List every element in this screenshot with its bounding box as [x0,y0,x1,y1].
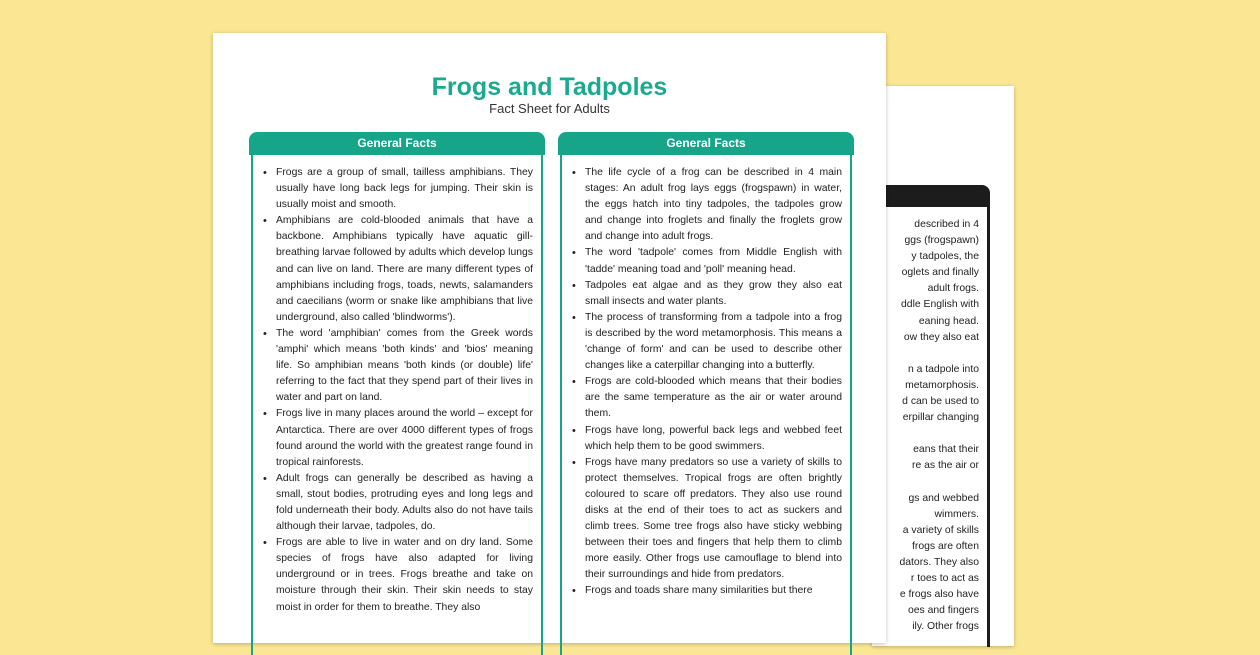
fact-item [572,423,842,455]
fact-text: The process of transforming from a tadpole into a frog is described by the word metamorphosis. This means a 'change of form' and can be used to describe other changes like a caterpillar changing into a butterfly. [585,311,842,372]
back-text-line: ily. Other frogs [912,621,979,633]
back-text-line: oglets and finally [901,267,979,279]
fact-text: Frogs are able to live in water and on dry land. Some species of frogs have also adapted for living underground or in trees. Frogs breathe and take on moisture through their skin. Their skin needs to stay moist in order for them to breathe. They also [276,537,533,613]
fact-item [572,278,842,310]
back-text-line: d can be used to [902,396,979,408]
fact-text: Frogs live in many places around the world – except for Antarctica. There are over 4000 different types of frogs found around the world with the greatest range found in tropical rainforests. [276,408,533,468]
back-text-line: ow they also eat [903,331,979,343]
back-text-line: described in 4 [914,219,979,230]
fact-item [572,165,842,245]
right-column-header: General Facts [558,132,854,155]
back-text-line: ddle English with [901,299,979,311]
fact-text: Frogs are cold-blooded which means that their bodies are the same temperature as the air or water around them. [585,376,842,420]
back-column-text [882,217,979,635]
page-subtitle: Fact Sheet for Adults [489,101,610,116]
bullet-icon: • [572,167,576,179]
back-text-line: erpillar changing [902,412,979,424]
bullet-icon: • [263,215,267,228]
fact-item [263,165,533,213]
left-column [251,155,543,655]
bullet-icon: • [263,167,267,179]
bullet-icon: • [572,311,576,324]
back-column-box [882,207,990,647]
fact-item [572,374,842,422]
bullet-icon: • [572,279,576,292]
back-text-line: frogs are often [911,540,979,552]
fact-item [263,213,533,326]
bullet-icon: • [263,408,267,421]
back-text-line: ggs (frogspawn) [904,235,979,247]
fact-text: The life cycle of a frog can be described in 4 main stages: An adult frog lays eggs (frogspawn) in water, the eggs hatch into tiny tadpoles, the tadpoles grow and change into froglets and finally the froglets grow and change into adult frogs. [585,167,842,243]
fact-text: The word 'amphibian' comes from the Greek words 'amphi' which means 'both kinds' and 'bios' meaning life. So amphibian means 'both kinds (or double) life' referring to the fact that they spend part of their lives in water and part on land. [276,327,533,404]
fact-item [572,583,842,599]
right-column [560,155,852,655]
back-text-line: eaning head. [918,315,979,327]
back-text-line [882,426,979,442]
back-text-line: dators. They also [899,556,979,568]
fact-text: Frogs have many predators so use a variety of skills to protect themselves. Tropical frogs are often brightly coloured to scare off predators. They also use round disks at the end of their toes to act as suckers and climb trees. Some tree frogs also have sticky webbing between their toes and fingers that help them to climb more easily. Other frogs use camouflage to blend into their surroundings and hide from predators. [585,456,842,581]
back-text-line: re as the air or [912,460,979,472]
fact-item [572,455,842,584]
back-text-line: a variety of skills [902,524,979,536]
bullet-icon: • [572,456,576,469]
bullet-icon: • [572,247,576,260]
back-text-line: gs and webbed [908,492,979,504]
fact-item [572,310,842,374]
front-page [213,33,886,643]
fact-item [263,326,533,406]
fact-item [263,535,533,615]
back-text-line: n a tadpole into [907,363,979,375]
bullet-icon: • [572,424,576,437]
fact-text: The word 'tadpole' comes from Middle English with 'tadde' meaning toad and 'poll' meaning head. [585,247,842,275]
fact-text: Frogs have long, powerful back legs and webbed feet which help them to be good swimmers. [585,424,842,452]
right-fact-list [562,155,850,600]
left-column-header: General Facts [249,132,545,155]
page-title: Frogs and Tadpoles [431,73,668,101]
back-text-line [882,346,979,362]
bullet-icon: • [263,472,267,485]
back-text-line: y tadpoles, the [911,251,979,263]
fact-item [263,406,533,470]
back-text-line: adult frogs. [927,283,979,295]
fact-text: Amphibians are cold-blooded animals that have a backbone. Amphibians typically have aquatic gill-breathing larvae followed by adults which develop lungs and can live on land. There are many different types of amphibians including frogs, toads, newts, salamanders and caecilians (worm or snake like amphibians that live underground, also called 'blindworms'). [276,215,533,323]
bullet-icon: • [263,537,267,550]
back-text-line: metamorphosis. [905,379,979,391]
left-fact-list [253,155,541,616]
bullet-icon: • [572,585,576,598]
back-text-line: r toes to act as [910,573,979,585]
back-text-line: wimmers. [934,508,979,520]
bullet-icon: • [572,376,576,389]
fact-text: Tadpoles eat algae and as they grow they also eat small insects and water plants. [585,279,842,307]
back-text-line [882,475,979,491]
bullet-icon: • [263,327,267,340]
fact-text: Frogs and toads share many similarities but there [585,585,813,597]
fact-text: Frogs are a group of small, tailless amphibians. They usually have long back legs for jumping. Their skin is usually moist and smooth. [276,167,533,211]
back-text-line: oes and fingers [907,605,979,617]
fact-item [263,471,533,535]
back-text-line: eans that their [913,444,979,456]
back-column-header [882,185,990,207]
fact-item [572,245,842,277]
back-text-line: e frogs also have [899,589,979,601]
back-page [872,86,1014,646]
fact-text: Adult frogs can generally be described as having a small, stout bodies, protruding eyes and long legs and fold underneath their body. Adults also do not have tails although their larvae, tadpoles, do. [276,472,533,533]
